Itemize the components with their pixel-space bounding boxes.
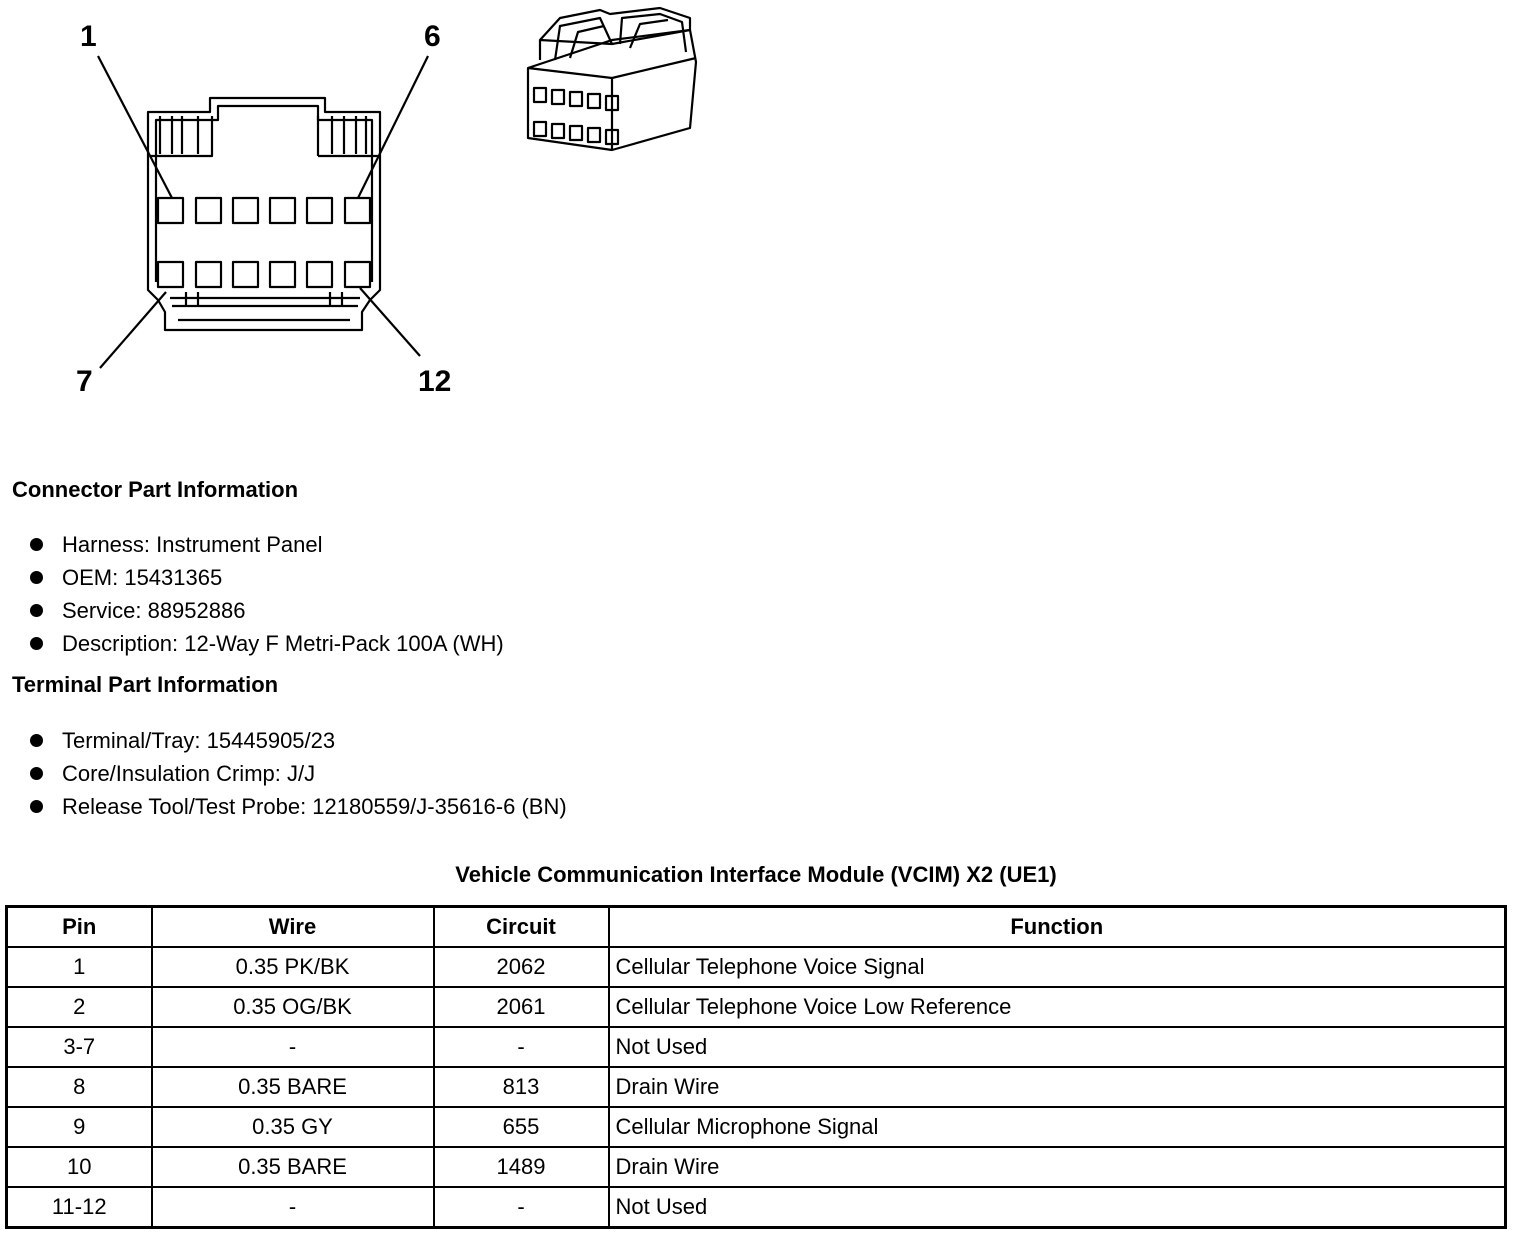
list-item: Description: 12-Way F Metri-Pack 100A (WH) xyxy=(28,627,504,660)
cell-circuit: 2061 xyxy=(434,987,609,1027)
list-item: OEM: 15431365 xyxy=(28,561,504,594)
cell-function: Cellular Telephone Voice Signal xyxy=(609,947,1506,987)
table-row xyxy=(7,947,1506,987)
cell-function: Cellular Microphone Signal xyxy=(609,1107,1506,1147)
cell-circuit: 1489 xyxy=(434,1147,609,1187)
cell-wire: 0.35 BARE xyxy=(152,1147,434,1187)
list-item: Harness: Instrument Panel xyxy=(28,528,504,561)
cell-wire: - xyxy=(152,1027,434,1067)
cell-function: Not Used xyxy=(609,1187,1506,1228)
table-row xyxy=(7,1067,1506,1107)
cell-pin: 11-12 xyxy=(7,1187,152,1228)
connector-isometric-view xyxy=(528,8,696,150)
pin-6-label: 6 xyxy=(424,20,441,53)
cell-pin: 3-7 xyxy=(7,1027,152,1067)
cell-pin: 8 xyxy=(7,1067,152,1107)
table-row xyxy=(7,987,1506,1027)
pin-1-label: 1 xyxy=(80,20,97,53)
header-function: Function xyxy=(609,907,1506,948)
connector-face-view xyxy=(98,56,428,368)
table-row xyxy=(7,1187,1506,1228)
connector-info-list xyxy=(28,528,504,660)
cell-wire: 0.35 BARE xyxy=(152,1067,434,1107)
cell-circuit: 813 xyxy=(434,1067,609,1107)
cell-circuit: 2062 xyxy=(434,947,609,987)
header-pin: Pin xyxy=(7,907,152,948)
cell-wire: 0.35 OG/BK xyxy=(152,987,434,1027)
cell-wire: 0.35 PK/BK xyxy=(152,947,434,987)
cell-pin: 9 xyxy=(7,1107,152,1147)
table-header-row xyxy=(7,907,1506,948)
cell-function: Drain Wire xyxy=(609,1147,1506,1187)
cell-circuit: - xyxy=(434,1027,609,1067)
cell-function: Drain Wire xyxy=(609,1067,1506,1107)
cell-wire: 0.35 GY xyxy=(152,1107,434,1147)
pinout-table xyxy=(5,905,1507,1229)
cell-pin: 2 xyxy=(7,987,152,1027)
terminal-info-heading: Terminal Part Information xyxy=(12,672,279,697)
pin-12-label: 12 xyxy=(418,365,452,398)
cell-pin: 1 xyxy=(7,947,152,987)
list-item: Terminal/Tray: 15445905/23 xyxy=(28,724,567,757)
table-row xyxy=(7,1147,1506,1187)
cell-circuit: - xyxy=(434,1187,609,1228)
header-circuit: Circuit xyxy=(434,907,609,948)
cell-circuit: 655 xyxy=(434,1107,609,1147)
table-title: Vehicle Communication Interface Module (VCIM) X2 (UE1) xyxy=(455,862,1057,887)
cell-function: Not Used xyxy=(609,1027,1506,1067)
connector-diagram xyxy=(0,0,720,410)
list-item: Core/Insulation Crimp: J/J xyxy=(28,757,567,790)
list-item: Release Tool/Test Probe: 12180559/J-35616-6 (BN) xyxy=(28,790,567,823)
cell-function: Cellular Telephone Voice Low Reference xyxy=(609,987,1506,1027)
connector-info-heading: Connector Part Information xyxy=(12,477,299,502)
cell-wire: - xyxy=(152,1187,434,1228)
table-row xyxy=(7,1107,1506,1147)
list-item: Service: 88952886 xyxy=(28,594,504,627)
cell-pin: 10 xyxy=(7,1147,152,1187)
pin-7-label: 7 xyxy=(76,365,93,398)
header-wire: Wire xyxy=(152,907,434,948)
table-row xyxy=(7,1027,1506,1067)
terminal-info-list xyxy=(28,724,567,823)
